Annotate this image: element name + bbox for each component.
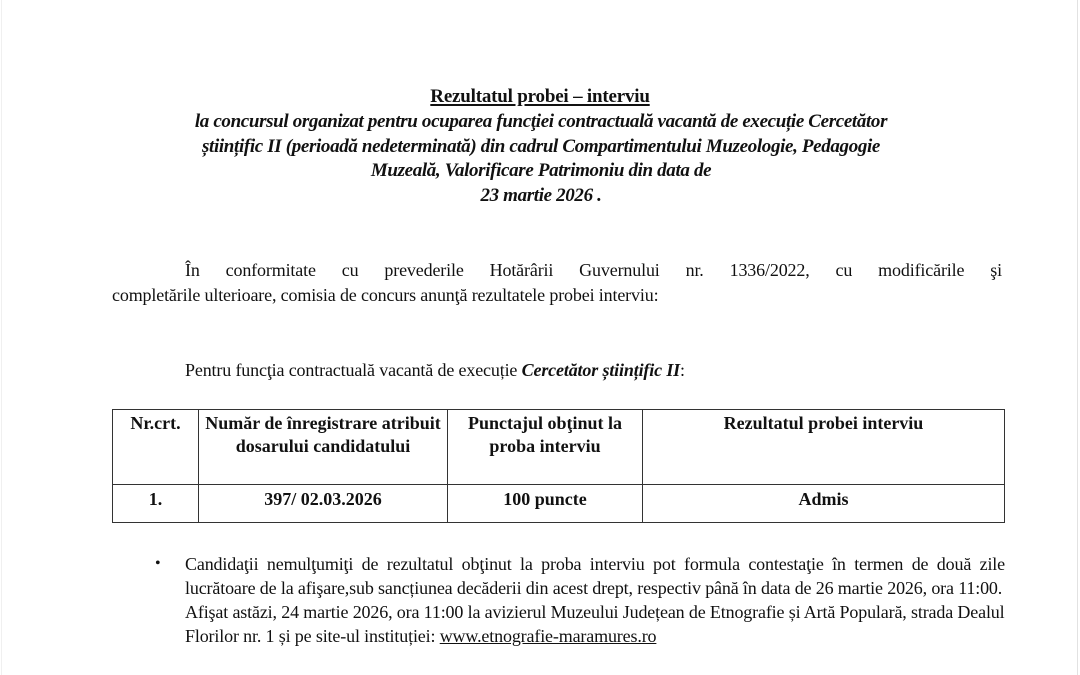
cell-result: Admis — [643, 485, 1005, 523]
document-title: Rezultatul probei – interviu — [430, 86, 650, 107]
intro-line: completările ulterioare, comisia de concurs anunţă rezultatele probei interviu: — [112, 285, 659, 305]
function-prefix: Pentru funcţia contractuală vacantă de execuție — [185, 360, 522, 380]
website-link[interactable]: www.etnografie-maramures.ro — [439, 626, 657, 646]
subtitle-line: 23 martie 2026 . — [480, 184, 602, 206]
contestation-note: Candidaţii nemulţumiţi de rezultatul obţinut la proba interviu pot formula contestaţie în termen de două zile lucrătoare de la afişare,sub sancțiunea decăderii din acest drept, respectiv până în data de 26 martie 2026, ora 11:00. — [185, 554, 1005, 598]
header-nr-crt: Nr.crt. — [113, 410, 199, 485]
subtitle-line: la concursul organizat pentru ocuparea funcţiei contractuală vacantă de execuție Cercetător — [194, 111, 888, 132]
table-header-row — [113, 410, 1005, 485]
cell-score: 100 puncte — [448, 485, 643, 523]
subtitle-line: științific II (perioadă nedeterminată) din cadrul Compartimentului Muzeologie, Pedagogie — [201, 135, 881, 157]
header-registration-number: Număr de înregistrare atribuit dosarului candidatului — [199, 410, 448, 485]
cell-registration-number: 397/ 02.03.2026 — [199, 485, 448, 523]
posting-note — [185, 600, 1005, 648]
document-subtitle — [120, 110, 962, 208]
notes-item — [185, 552, 1005, 648]
table-row — [113, 485, 1005, 523]
bullet-icon: • — [155, 555, 161, 572]
notes-list — [152, 552, 1012, 648]
intro-line: În conformitate cu prevederile Hotărârii Guvernului nr. 1336/2022, cu modificările şi — [185, 260, 1002, 280]
intro-paragraph — [112, 258, 1002, 308]
function-suffix: : — [680, 360, 685, 380]
header-score: Punctajul obţinut la proba interviu — [448, 410, 643, 485]
function-role: Cercetător științific II — [521, 360, 681, 380]
subtitle-line: Muzeală, Valorificare Patrimoniu din data de — [370, 160, 712, 181]
function-line — [185, 360, 685, 381]
results-table — [112, 409, 1005, 523]
cell-nr-crt: 1. — [113, 485, 199, 523]
posting-note-text: Afişat astăzi, 24 martie 2026, ora 11:00 la avizierul Muzeului Județean de Etnografie și Artă Populară, strada Dealul Florilor nr. 1 și pe site-ul instituției: — [185, 602, 1005, 646]
header-result: Rezultatul probei interviu — [643, 410, 1005, 485]
